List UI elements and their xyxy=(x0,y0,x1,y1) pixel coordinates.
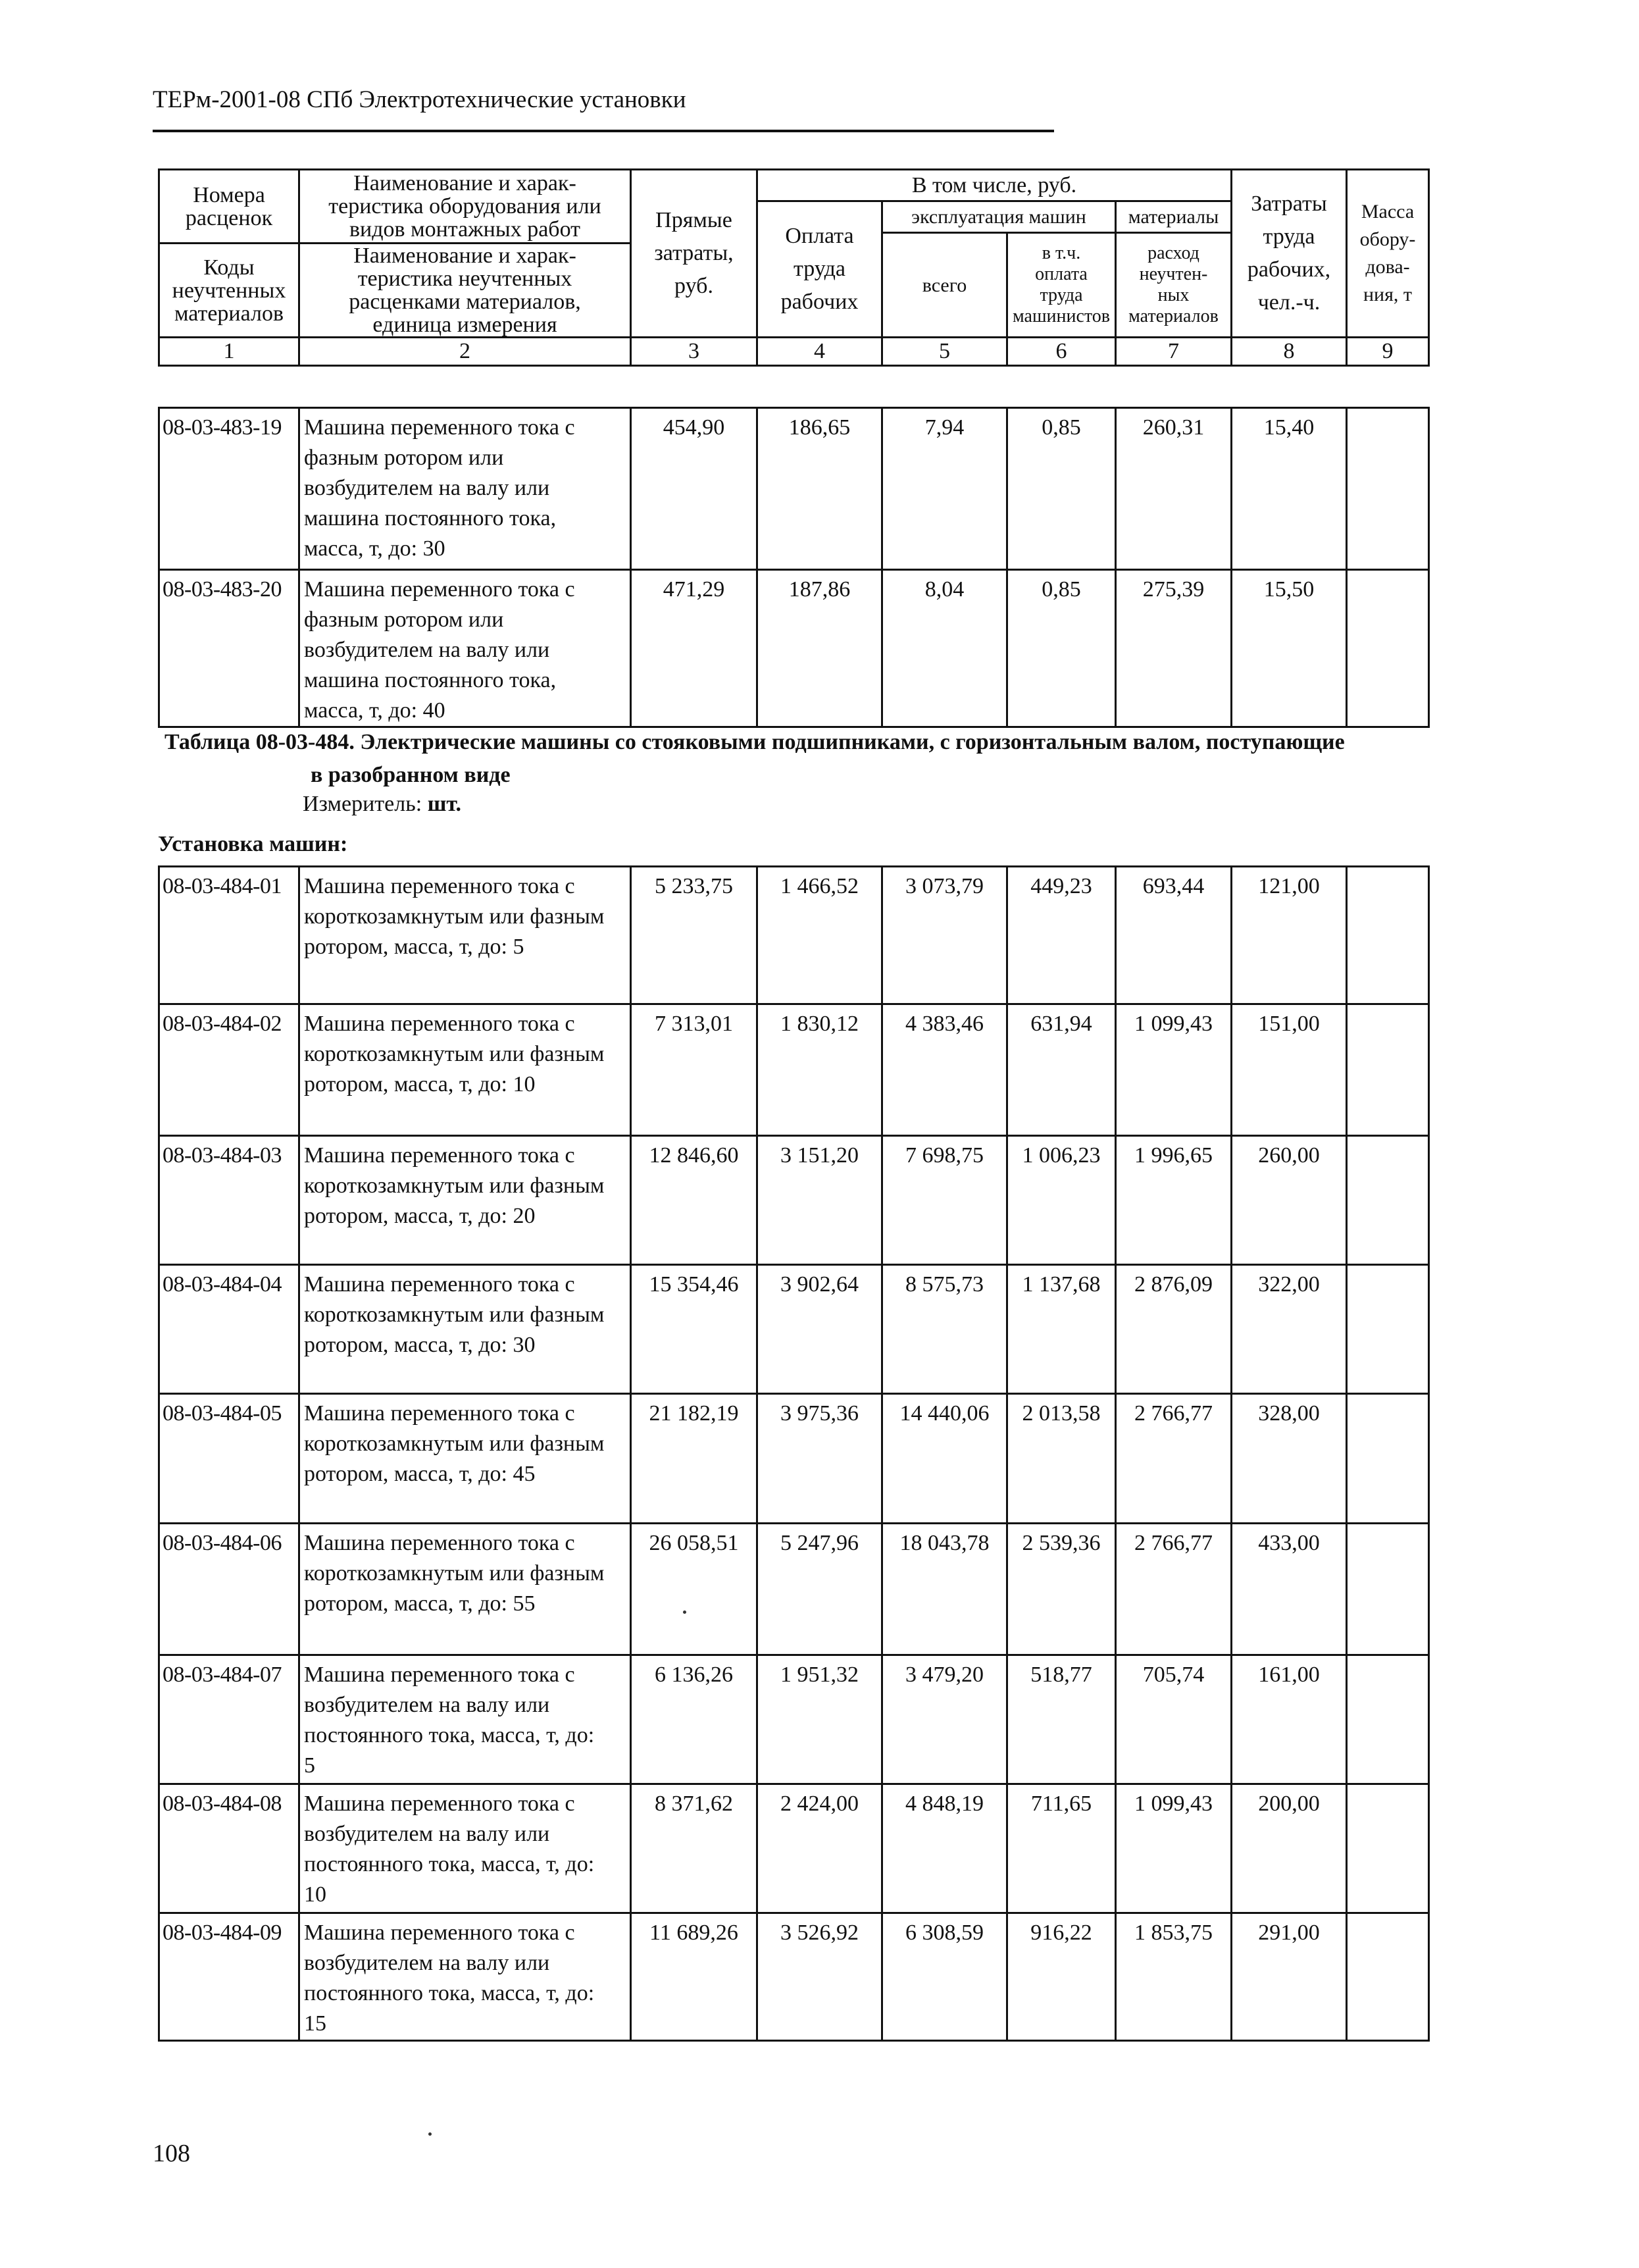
rates-table-484 xyxy=(158,865,1430,2042)
table-row xyxy=(159,1136,1429,1265)
description-line: короткозамкнутым или фазным xyxy=(304,1042,605,1066)
header-rate-numbers: Номера расценок xyxy=(159,170,299,244)
equipment-mass xyxy=(1347,1784,1429,1913)
table-row xyxy=(159,1655,1429,1784)
equipment-mass xyxy=(1347,1524,1429,1655)
materials-cost: 2 766,77 xyxy=(1116,1524,1232,1655)
description-line: возбудителем на валу или xyxy=(304,1822,550,1846)
header-machines-total: всего xyxy=(882,233,1007,338)
machinist-pay: 2 539,36 xyxy=(1007,1524,1116,1655)
labor-hours: 15,50 xyxy=(1232,570,1347,727)
description-line: ротором, масса, т, до: 55 xyxy=(304,1591,536,1616)
labor-hours: 151,00 xyxy=(1232,1004,1347,1136)
description-line: Машина переменного тока с xyxy=(304,874,575,898)
header-machine-operation: эксплуатация машин xyxy=(882,201,1116,233)
column-number: 1 xyxy=(159,338,299,366)
table-row xyxy=(159,1265,1429,1394)
header-unaccounted-materials: расход неучтен- ных материалов xyxy=(1116,233,1232,338)
table-row xyxy=(159,1524,1429,1655)
description-line: 5 xyxy=(304,1753,315,1778)
description-line: Машина переменного тока с xyxy=(304,1531,575,1555)
materials-cost: 705,74 xyxy=(1116,1655,1232,1784)
machinist-pay: 449,23 xyxy=(1007,867,1116,1004)
labor-cost: 5 247,96 xyxy=(757,1524,882,1655)
direct-cost: 11 689,26 xyxy=(631,1913,757,2041)
table-row xyxy=(159,570,1429,727)
header-material-codes: Коды неучтенных материалов xyxy=(159,244,299,338)
description-line: ротором, масса, т, до: 45 xyxy=(304,1462,536,1486)
labor-hours: 322,00 xyxy=(1232,1265,1347,1394)
machine-cost: 6 308,59 xyxy=(882,1913,1007,2041)
description-line: постоянного тока, масса, т, до: xyxy=(304,1723,595,1747)
section-title: Установка машин: xyxy=(158,832,348,856)
materials-cost: 1 853,75 xyxy=(1116,1913,1232,2041)
description-line: Машина переменного тока с xyxy=(304,1662,575,1687)
machinist-pay: 916,22 xyxy=(1007,1913,1116,2041)
equipment-mass xyxy=(1347,1655,1429,1784)
rate-code: 08-03-484-07 xyxy=(159,1655,299,1784)
table-row xyxy=(159,1913,1429,2041)
description-line: возбудителем на валу или xyxy=(304,1951,550,1975)
description-line: машина постоянного тока, xyxy=(304,668,557,692)
work-description xyxy=(299,1265,631,1394)
column-number: 2 xyxy=(299,338,631,366)
table-row xyxy=(159,1004,1429,1136)
description-line: масса, т, до: 40 xyxy=(304,698,445,723)
machine-cost: 8 575,73 xyxy=(882,1265,1007,1394)
description-line: Машина переменного тока с xyxy=(304,1791,575,1816)
labor-hours: 200,00 xyxy=(1232,1784,1347,1913)
rate-code: 08-03-484-09 xyxy=(159,1913,299,2041)
labor-hours: 15,40 xyxy=(1232,408,1347,570)
rate-code: 08-03-483-19 xyxy=(159,408,299,570)
header-labor-hours: Затраты труда рабочих, чел.-ч. xyxy=(1232,170,1347,338)
description-line: ротором, масса, т, до: 30 xyxy=(304,1333,536,1357)
labor-cost: 3 975,36 xyxy=(757,1394,882,1524)
machine-cost: 7 698,75 xyxy=(882,1136,1007,1265)
table-row xyxy=(159,867,1429,1004)
description-line: возбудителем на валу или xyxy=(304,638,550,662)
machinist-pay: 0,85 xyxy=(1007,408,1116,570)
machinist-pay: 2 013,58 xyxy=(1007,1394,1116,1524)
labor-cost: 3 526,92 xyxy=(757,1913,882,2041)
direct-cost: 26 058,51 xyxy=(631,1524,757,1655)
labor-hours: 260,00 xyxy=(1232,1136,1347,1265)
machinist-pay: 1 137,68 xyxy=(1007,1265,1116,1394)
machinist-pay: 711,65 xyxy=(1007,1784,1116,1913)
labor-cost: 2 424,00 xyxy=(757,1784,882,1913)
column-number: 8 xyxy=(1232,338,1347,366)
column-number: 6 xyxy=(1007,338,1116,366)
direct-cost: 7 313,01 xyxy=(631,1004,757,1136)
rate-code: 08-03-484-01 xyxy=(159,867,299,1004)
description-line: 15 xyxy=(304,2011,326,2036)
labor-hours: 328,00 xyxy=(1232,1394,1347,1524)
materials-cost: 1 099,43 xyxy=(1116,1784,1232,1913)
header-including: В том числе, руб. xyxy=(757,170,1232,201)
machine-cost: 14 440,06 xyxy=(882,1394,1007,1524)
header-materials: материалы xyxy=(1116,201,1232,233)
description-line: короткозамкнутым или фазным xyxy=(304,1302,605,1327)
labor-cost: 187,86 xyxy=(757,570,882,727)
work-description xyxy=(299,867,631,1004)
labor-cost: 1 466,52 xyxy=(757,867,882,1004)
direct-cost: 6 136,26 xyxy=(631,1655,757,1784)
description-line: возбудителем на валу или xyxy=(304,1693,550,1717)
labor-cost: 3 151,20 xyxy=(757,1136,882,1265)
header-material-description: Наименование и харак- теристика неучтенных расценками материалов, единица измерения xyxy=(299,244,631,338)
materials-cost: 2 876,09 xyxy=(1116,1265,1232,1394)
rate-code: 08-03-484-05 xyxy=(159,1394,299,1524)
labor-cost: 1 951,32 xyxy=(757,1655,882,1784)
description-line: масса, т, до: 30 xyxy=(304,536,445,561)
work-description xyxy=(299,1394,631,1524)
work-description xyxy=(299,1655,631,1784)
machine-cost: 18 043,78 xyxy=(882,1524,1007,1655)
description-line: короткозамкнутым или фазным xyxy=(304,1561,605,1585)
description-line: Машина переменного тока с xyxy=(304,1272,575,1297)
equipment-mass xyxy=(1347,1004,1429,1136)
scan-speck xyxy=(428,2132,432,2136)
description-line: Машина переменного тока с xyxy=(304,1143,575,1168)
description-line: ротором, масса, т, до: 10 xyxy=(304,1072,536,1096)
page-number: 108 xyxy=(153,2140,190,2167)
scan-speck xyxy=(683,1611,686,1614)
machinist-pay: 631,94 xyxy=(1007,1004,1116,1136)
description-line: машина постоянного тока, xyxy=(304,506,557,530)
column-number: 5 xyxy=(882,338,1007,366)
direct-cost: 21 182,19 xyxy=(631,1394,757,1524)
description-line: Машина переменного тока с xyxy=(304,1920,575,1945)
work-description xyxy=(299,1784,631,1913)
column-number: 9 xyxy=(1347,338,1429,366)
description-line: короткозамкнутым или фазным xyxy=(304,904,605,929)
machine-cost: 7,94 xyxy=(882,408,1007,570)
materials-cost: 2 766,77 xyxy=(1116,1394,1232,1524)
description-line: короткозамкнутым или фазным xyxy=(304,1173,605,1198)
description-line: ротором, масса, т, до: 5 xyxy=(304,935,524,959)
work-description xyxy=(299,1524,631,1655)
equipment-mass xyxy=(1347,1913,1429,2041)
rate-code: 08-03-484-06 xyxy=(159,1524,299,1655)
description-line: 10 xyxy=(304,1882,326,1907)
rate-code: 08-03-484-03 xyxy=(159,1136,299,1265)
labor-hours: 121,00 xyxy=(1232,867,1347,1004)
description-line: ротором, масса, т, до: 20 xyxy=(304,1204,536,1228)
machine-cost: 3 073,79 xyxy=(882,867,1007,1004)
labor-hours: 291,00 xyxy=(1232,1913,1347,2041)
direct-cost: 12 846,60 xyxy=(631,1136,757,1265)
header-equipment-mass: Масса обору- дова- ния, т xyxy=(1347,170,1429,338)
column-header-table xyxy=(158,168,1430,367)
equipment-mass xyxy=(1347,408,1429,570)
machine-cost: 3 479,20 xyxy=(882,1655,1007,1784)
direct-cost: 471,29 xyxy=(631,570,757,727)
table-title: Таблица 08-03-484. Электрические машины со стояковыми подшипниками, с горизонтальным валом, поступающие в разобранном виде xyxy=(164,730,1345,787)
rate-code: 08-03-484-08 xyxy=(159,1784,299,1913)
work-description xyxy=(299,1136,631,1265)
rates-table-483 xyxy=(158,407,1430,728)
description-line: постоянного тока, масса, т, до: xyxy=(304,1852,595,1876)
description-line: Машина переменного тока с xyxy=(304,577,575,602)
labor-hours: 161,00 xyxy=(1232,1655,1347,1784)
page-header: ТЕРм-2001-08 СПб Электротехнические установки xyxy=(153,86,686,113)
header-work-description: Наименование и харак- теристика оборудования или видов монтажных работ xyxy=(299,170,631,244)
equipment-mass xyxy=(1347,1265,1429,1394)
work-description xyxy=(299,1913,631,2041)
table-row xyxy=(159,408,1429,570)
description-line: фазным ротором или xyxy=(304,607,504,632)
work-description xyxy=(299,408,631,570)
direct-cost: 454,90 xyxy=(631,408,757,570)
description-line: фазным ротором или xyxy=(304,446,504,470)
rate-code: 08-03-484-02 xyxy=(159,1004,299,1136)
machinist-pay: 1 006,23 xyxy=(1007,1136,1116,1265)
description-line: короткозамкнутым или фазным xyxy=(304,1431,605,1456)
labor-cost: 1 830,12 xyxy=(757,1004,882,1136)
materials-cost: 260,31 xyxy=(1116,408,1232,570)
direct-cost: 15 354,46 xyxy=(631,1265,757,1394)
column-number: 3 xyxy=(631,338,757,366)
column-number: 7 xyxy=(1116,338,1232,366)
labor-cost: 186,65 xyxy=(757,408,882,570)
labor-cost: 3 902,64 xyxy=(757,1265,882,1394)
machine-cost: 4 848,19 xyxy=(882,1784,1007,1913)
labor-hours: 433,00 xyxy=(1232,1524,1347,1655)
direct-cost: 5 233,75 xyxy=(631,867,757,1004)
machinist-pay: 518,77 xyxy=(1007,1655,1116,1784)
description-line: Машина переменного тока с xyxy=(304,1401,575,1426)
table-row xyxy=(159,1394,1429,1524)
description-line: Машина переменного тока с xyxy=(304,415,575,440)
materials-cost: 1 099,43 xyxy=(1116,1004,1232,1136)
table-row xyxy=(159,1784,1429,1913)
work-description xyxy=(299,570,631,727)
header-direct-costs: Прямые затраты, руб. xyxy=(631,170,757,338)
measure-unit-line: Измеритель: шт. xyxy=(303,792,462,816)
work-description xyxy=(299,1004,631,1136)
machine-cost: 8,04 xyxy=(882,570,1007,727)
rate-code: 08-03-484-04 xyxy=(159,1265,299,1394)
direct-cost: 8 371,62 xyxy=(631,1784,757,1913)
equipment-mass xyxy=(1347,570,1429,727)
equipment-mass xyxy=(1347,867,1429,1004)
header-divider xyxy=(153,130,1054,132)
header-worker-pay: Оплата труда рабочих xyxy=(757,201,882,338)
materials-cost: 1 996,65 xyxy=(1116,1136,1232,1265)
machinist-pay: 0,85 xyxy=(1007,570,1116,727)
column-number: 4 xyxy=(757,338,882,366)
equipment-mass xyxy=(1347,1394,1429,1524)
description-line: возбудителем на валу или xyxy=(304,476,550,500)
rate-code: 08-03-483-20 xyxy=(159,570,299,727)
description-line: постоянного тока, масса, т, до: xyxy=(304,1981,595,2005)
materials-cost: 275,39 xyxy=(1116,570,1232,727)
materials-cost: 693,44 xyxy=(1116,867,1232,1004)
equipment-mass xyxy=(1347,1136,1429,1265)
machine-cost: 4 383,46 xyxy=(882,1004,1007,1136)
header-machinists-pay: в т.ч. оплата труда машинистов xyxy=(1007,233,1116,338)
description-line: Машина переменного тока с xyxy=(304,1012,575,1036)
